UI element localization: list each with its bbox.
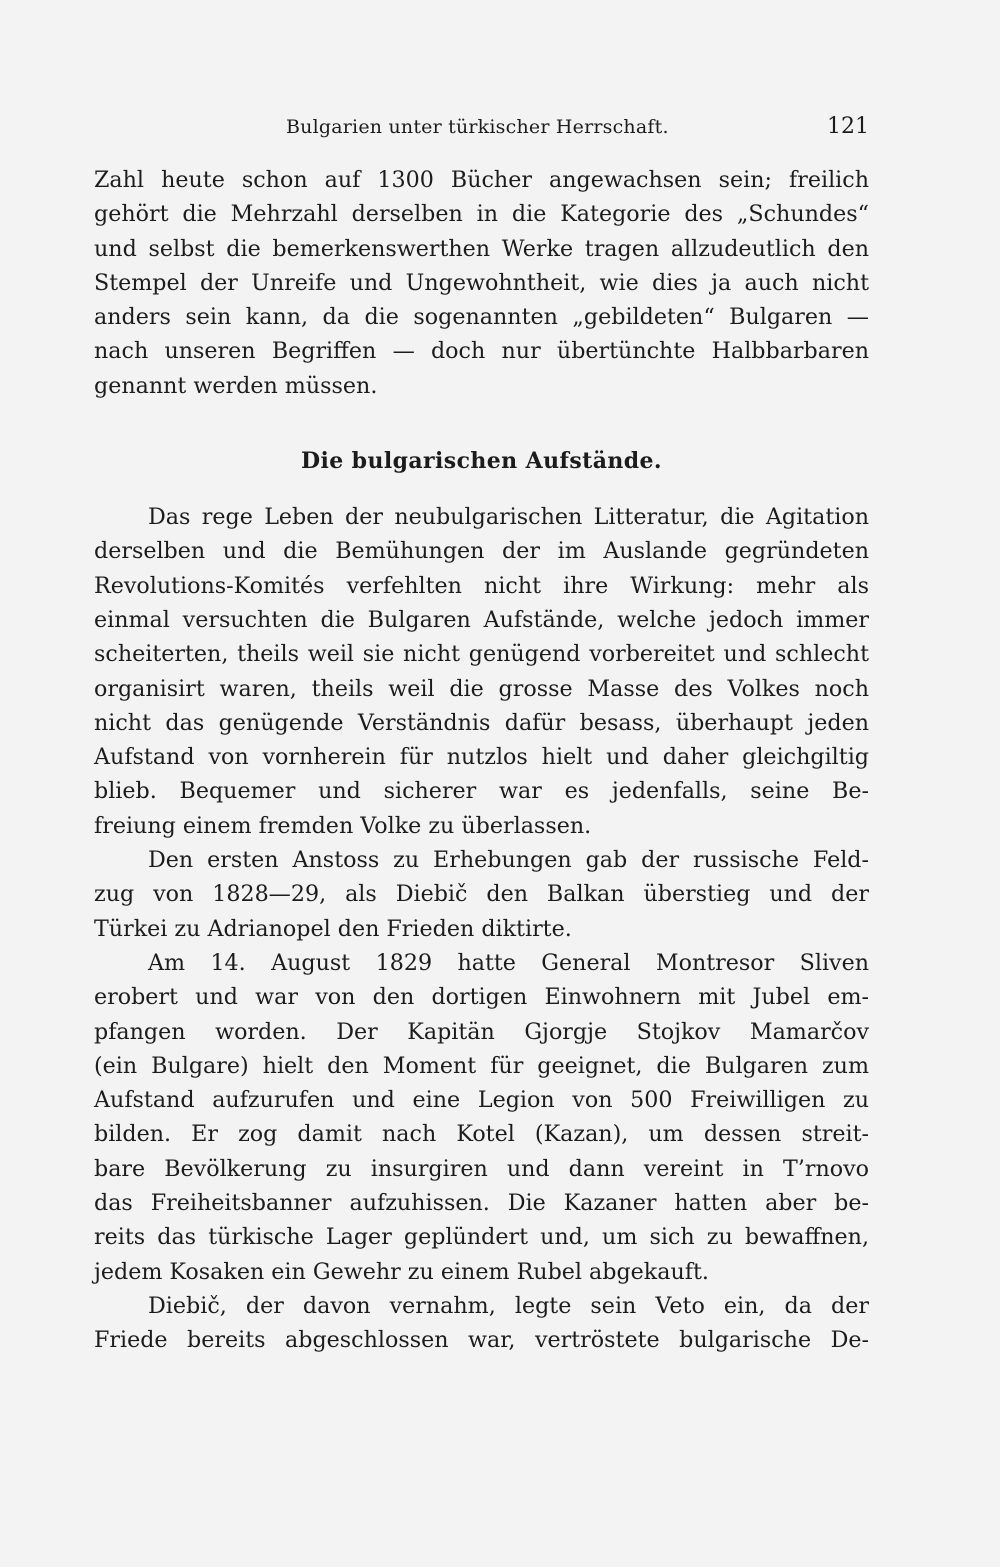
page-header <box>94 112 869 144</box>
running-title: Bulgarien unter türkischer Herrschaft. <box>286 116 669 138</box>
text-line: zug von 1828—29, als Diebič den Balkan überstieg und der <box>94 881 869 908</box>
text-line: Stempel der Unreife und Ungewohntheit, wie dies ja auch nicht <box>94 269 869 296</box>
text-line: und selbst die bemerkenswerthen Werke tragen allzudeutlich den <box>94 235 869 262</box>
paragraph-2 <box>94 500 869 843</box>
text-line: derselben und die Bemühungen der im Auslande gegründeten <box>94 538 869 565</box>
text-line: einmal versuchten die Bulgaren Aufstände, welche jedoch immer <box>94 606 869 633</box>
text-line: (ein Bulgare) hielt den Moment für geeignet, die Bulgaren zum <box>94 1052 869 1079</box>
text-line: organisirt waren, theils weil die grosse Masse des Volkes noch <box>94 675 869 702</box>
text-line: das Freiheitsbanner aufzuhissen. Die Kazaner hatten aber be- <box>94 1190 869 1217</box>
text-line: Revolutions-Komités verfehlten nicht ihre Wirkung: mehr als <box>94 572 869 599</box>
body-text <box>94 163 869 1358</box>
text-line: Den ersten Anstoss zu Erhebungen gab der russische Feld- <box>148 847 869 874</box>
text-line: Am 14. August 1829 hatte General Montresor Sliven <box>148 949 869 976</box>
text-line: Aufstand aufzurufen und eine Legion von 500 Freiwilligen zu <box>94 1087 869 1114</box>
text-line: Friede bereits abgeschlossen war, vertröstete bulgarische De- <box>94 1327 869 1354</box>
text-line: nicht das genügende Verständnis dafür besass, überhaupt jeden <box>94 709 869 736</box>
text-line: scheiterten, theils weil sie nicht genügend vorbereitet und schlecht <box>94 641 869 668</box>
paragraph-5 <box>94 1289 869 1358</box>
text-line: Türkei zu Adrianopel den Frieden diktirte. <box>94 915 572 942</box>
text-line: genannt werden müssen. <box>94 372 378 399</box>
text-line: bare Bevölkerung zu insurgiren und dann vereint in T’rnovo <box>94 1155 869 1182</box>
section-heading: Die bulgarischen Aufstände. <box>300 448 662 475</box>
text-line: freiung einem fremden Volke zu überlassen. <box>94 812 592 839</box>
text-line: blieb. Bequemer und sicherer war es jedenfalls, seine Be- <box>94 778 869 805</box>
text-line: bilden. Er zog damit nach Kotel (Kazan), um dessen streit- <box>94 1121 869 1148</box>
text-line: Das rege Leben der neubulgarischen Litteratur, die Agitation <box>148 504 869 531</box>
paragraph-4 <box>94 946 869 1289</box>
text-line: reits das türkische Lager geplündert und, um sich zu bewaffnen, <box>94 1224 869 1251</box>
text-line: Diebič, der davon vernahm, legte sein Veto ein, da der <box>148 1292 869 1319</box>
text-line: Aufstand von vornherein für nutzlos hielt und daher gleichgiltig <box>94 744 869 771</box>
text-line: jedem Kosaken ein Gewehr zu einem Rubel abgekauft. <box>94 1258 709 1285</box>
text-line: erobert und war von den dortigen Einwohnern mit Jubel em- <box>94 984 869 1011</box>
paragraph-1 <box>94 163 869 403</box>
paragraph-3 <box>94 843 869 946</box>
text-line: pfangen worden. Der Kapitän Gjorgje Stojkov Mamarčov <box>94 1018 869 1045</box>
text-line: gehört die Mehrzahl derselben in die Kategorie des „Schundes“ <box>94 201 869 228</box>
text-line: Zahl heute schon auf 1300 Bücher angewachsen sein; freilich <box>94 167 869 193</box>
text-line: anders sein kann, da die sogenannten „gebildeten“ Bulgaren — <box>94 304 869 331</box>
page-number: 121 <box>827 114 869 139</box>
text-line: nach unseren Begriffen — doch nur übertünchte Halbbarbaren <box>94 338 869 365</box>
